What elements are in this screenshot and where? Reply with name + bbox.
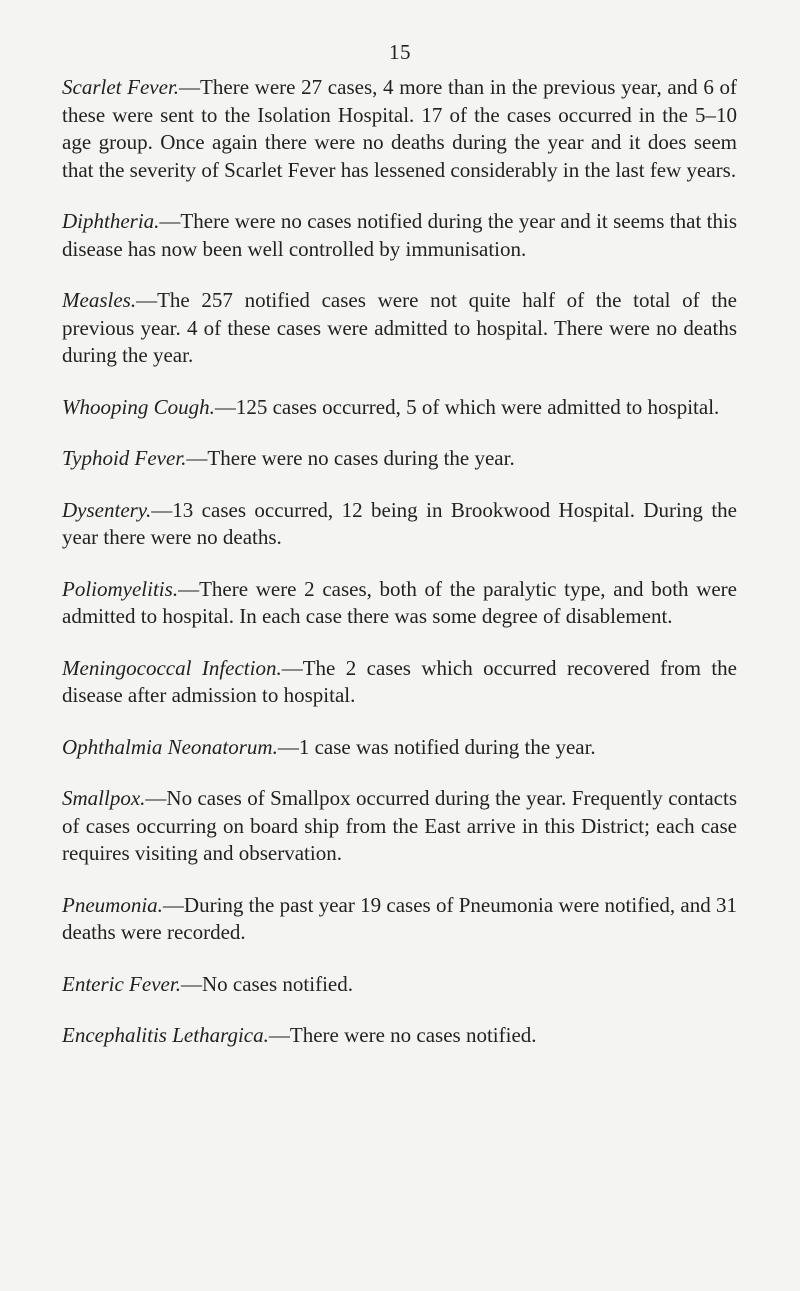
paragraph-smallpox <box>62 785 737 868</box>
text-diphtheria: —There were no cases notified during the year and it seems that this disease has now been well controlled by immunisation. <box>62 209 737 261</box>
heading-diphtheria: Diphtheria. <box>62 209 160 233</box>
text-typhoid-fever: —There were no cases during the year. <box>186 446 515 470</box>
text-scarlet-fever: —There were 27 cases, 4 more than in the previous year, and 6 of these were sent to the Isolation Hospital. 17 of the cases occurred in the 5–10 age group. Once again there were no deaths during the year and it does seem that the severity of Scarlet Fever has lessened considerably in the last few years. <box>62 75 738 182</box>
heading-encephalitis-lethargica: Encephalitis Lethargica. <box>62 1023 269 1047</box>
paragraph-scarlet-fever <box>62 74 737 184</box>
paragraph-encephalitis-lethargica <box>62 1022 737 1050</box>
paragraph-enteric-fever <box>62 971 737 999</box>
heading-typhoid-fever: Typhoid Fever. <box>62 446 187 470</box>
heading-measles: Measles. <box>62 288 137 312</box>
heading-scarlet-fever: Scarlet Fever. <box>62 75 180 99</box>
text-ophthalmia-neonatorum: —1 case was notified during the year. <box>277 734 596 759</box>
text-dysentery: —13 cases occurred, 12 being in Brookwood Hospital. During the year there were no deaths. <box>62 497 737 549</box>
text-measles: —The 257 notified cases were not quite half of the total of the previous year. 4 of these cases were admitted to hospital. There were no deaths during the year. <box>62 288 737 367</box>
text-whooping-cough: —125 cases occurred, 5 of which were admitted to hospital. <box>214 394 720 419</box>
heading-meningococcal-infection: Meningococcal Infection. <box>62 655 282 680</box>
heading-whooping-cough: Whooping Cough. <box>62 394 215 419</box>
page-number: 15 <box>389 40 411 64</box>
heading-ophthalmia-neonatorum: Ophthalmia Neonatorum. <box>62 734 278 759</box>
paragraph-diphtheria <box>62 208 737 263</box>
heading-smallpox: Smallpox. <box>62 786 146 810</box>
paragraph-poliomyelitis <box>62 576 737 631</box>
document-body <box>62 74 737 1074</box>
heading-enteric-fever: Enteric Fever. <box>62 971 181 996</box>
paragraph-measles <box>62 287 737 370</box>
paragraph-dysentery <box>62 497 737 552</box>
paragraph-meningococcal-infection <box>62 655 737 710</box>
text-smallpox: —No cases of Smallpox occurred during the year. Frequently contacts of cases occurring on board ship from the East arrive in this District; each case requires visiting and observation. <box>62 786 737 865</box>
paragraph-typhoid-fever <box>62 445 737 473</box>
heading-dysentery: Dysentery. <box>62 497 152 522</box>
text-enteric-fever: —No cases notified. <box>180 971 353 996</box>
heading-poliomyelitis: Poliomyelitis. <box>62 576 179 601</box>
paragraph-pneumonia <box>62 892 737 947</box>
text-encephalitis-lethargica: —There were no cases notified. <box>268 1023 537 1047</box>
paragraph-whooping-cough <box>62 394 737 422</box>
text-poliomyelitis: —There were 2 cases, both of the paralytic type, and both were admitted to hospital. In each case there was some degree of disablement. <box>62 576 737 628</box>
text-meningococcal-infection: —The 2 cases which occurred recovered from the disease after admission to hospital. <box>62 655 737 707</box>
heading-pneumonia: Pneumonia. <box>62 892 163 917</box>
text-pneumonia: —During the past year 19 cases of Pneumonia were notified, and 31 deaths were recorded. <box>62 892 737 944</box>
paragraph-ophthalmia-neonatorum <box>62 734 737 762</box>
